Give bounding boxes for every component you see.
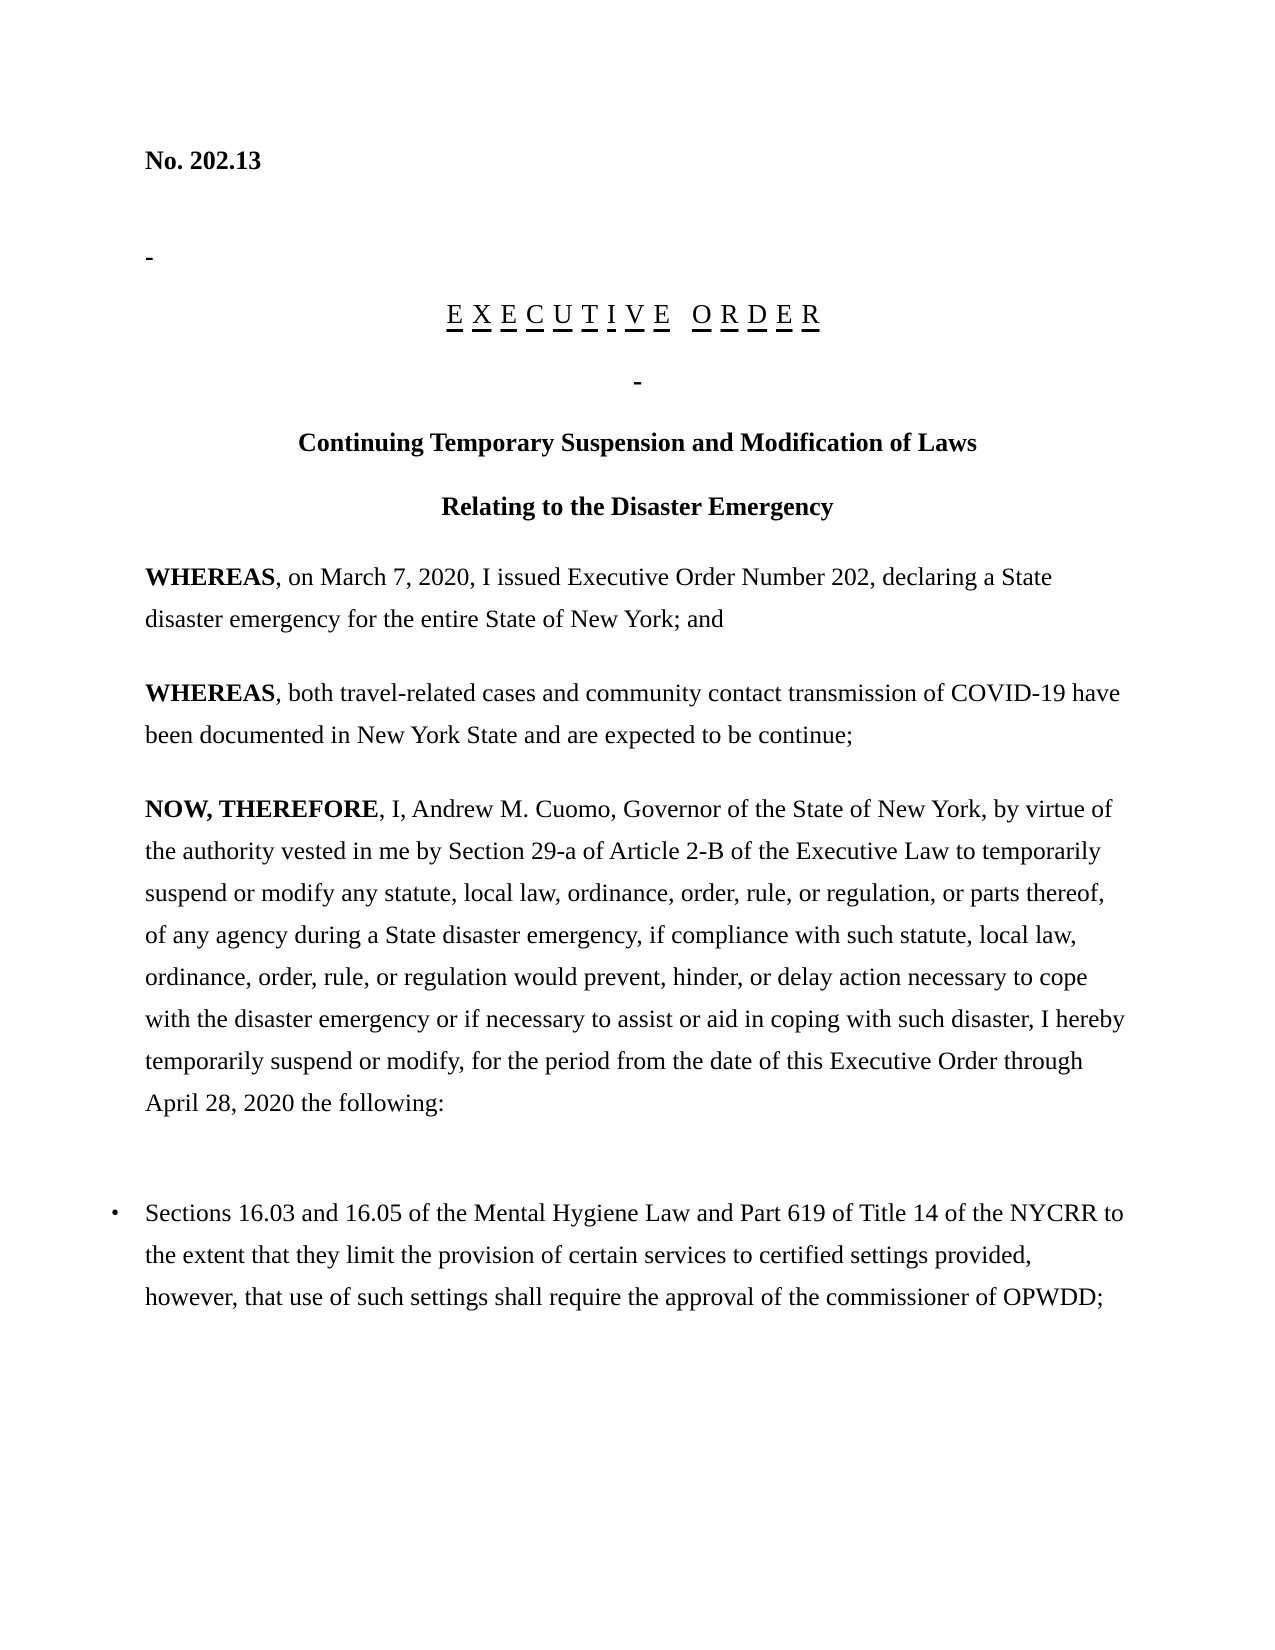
suspension-list <box>145 1192 1130 1318</box>
order-number: No. 202.13 <box>145 146 262 175</box>
list-item <box>145 1192 1130 1318</box>
whereas-lead-2: WHEREAS <box>145 678 276 707</box>
document-title-line1: Continuing Temporary Suspension and Modification of Laws <box>297 428 978 457</box>
executive-order-heading: E X E C U T I V E O R D E R <box>446 299 820 329</box>
paragraph-text-3: , I, Andrew M. Cuomo, Governor of the State of New York, by virtue of the authority vested in me by Section 29-a of Article 2-B of the Executive Law to temporarily suspend or modify any statute, local law, ordinance, order, rule, or regulation, or parts thereof, of any agency during a State disaster emergency, if compliance with such statute, local law, ordinance, order, rule, or regulation would prevent, hinder, or delay action necessary to cope with the disaster emergency or if necessary to assist or aid in coping with such disaster, I hereby temporarily suspend or modify, for the period from the date of this Executive Order through April 28, 2020 the following: <box>145 794 1125 1117</box>
top-dash: - <box>145 242 154 271</box>
middle-dash: - <box>632 366 643 397</box>
whereas-lead-1: WHEREAS <box>145 562 276 591</box>
paragraph-text-2: , both travel-related cases and community contact transmission of COVID-19 have been documented in New York State and are expected to be continue; <box>145 678 1121 749</box>
paragraph-whereas-1 <box>145 556 1130 640</box>
now-therefore-lead: NOW, THEREFORE <box>145 794 379 823</box>
paragraph-text-1: , on March 7, 2020, I issued Executive Order Number 202, declaring a State disaster emergency for the entire State of New York; and <box>145 562 1053 633</box>
bullet-text: Sections 16.03 and 16.05 of the Mental Hygiene Law and Part 619 of Title 14 of the NYCRR to the extent that they limit the provision of certain services to certified settings provided, however, that use of such settings shall require the approval of the commissioner of OPWDD; <box>145 1198 1124 1311</box>
document-title-line2: Relating to the Disaster Emergency <box>441 492 834 521</box>
paragraph-whereas-2 <box>145 672 1130 756</box>
paragraph-now-therefore <box>145 788 1130 1124</box>
